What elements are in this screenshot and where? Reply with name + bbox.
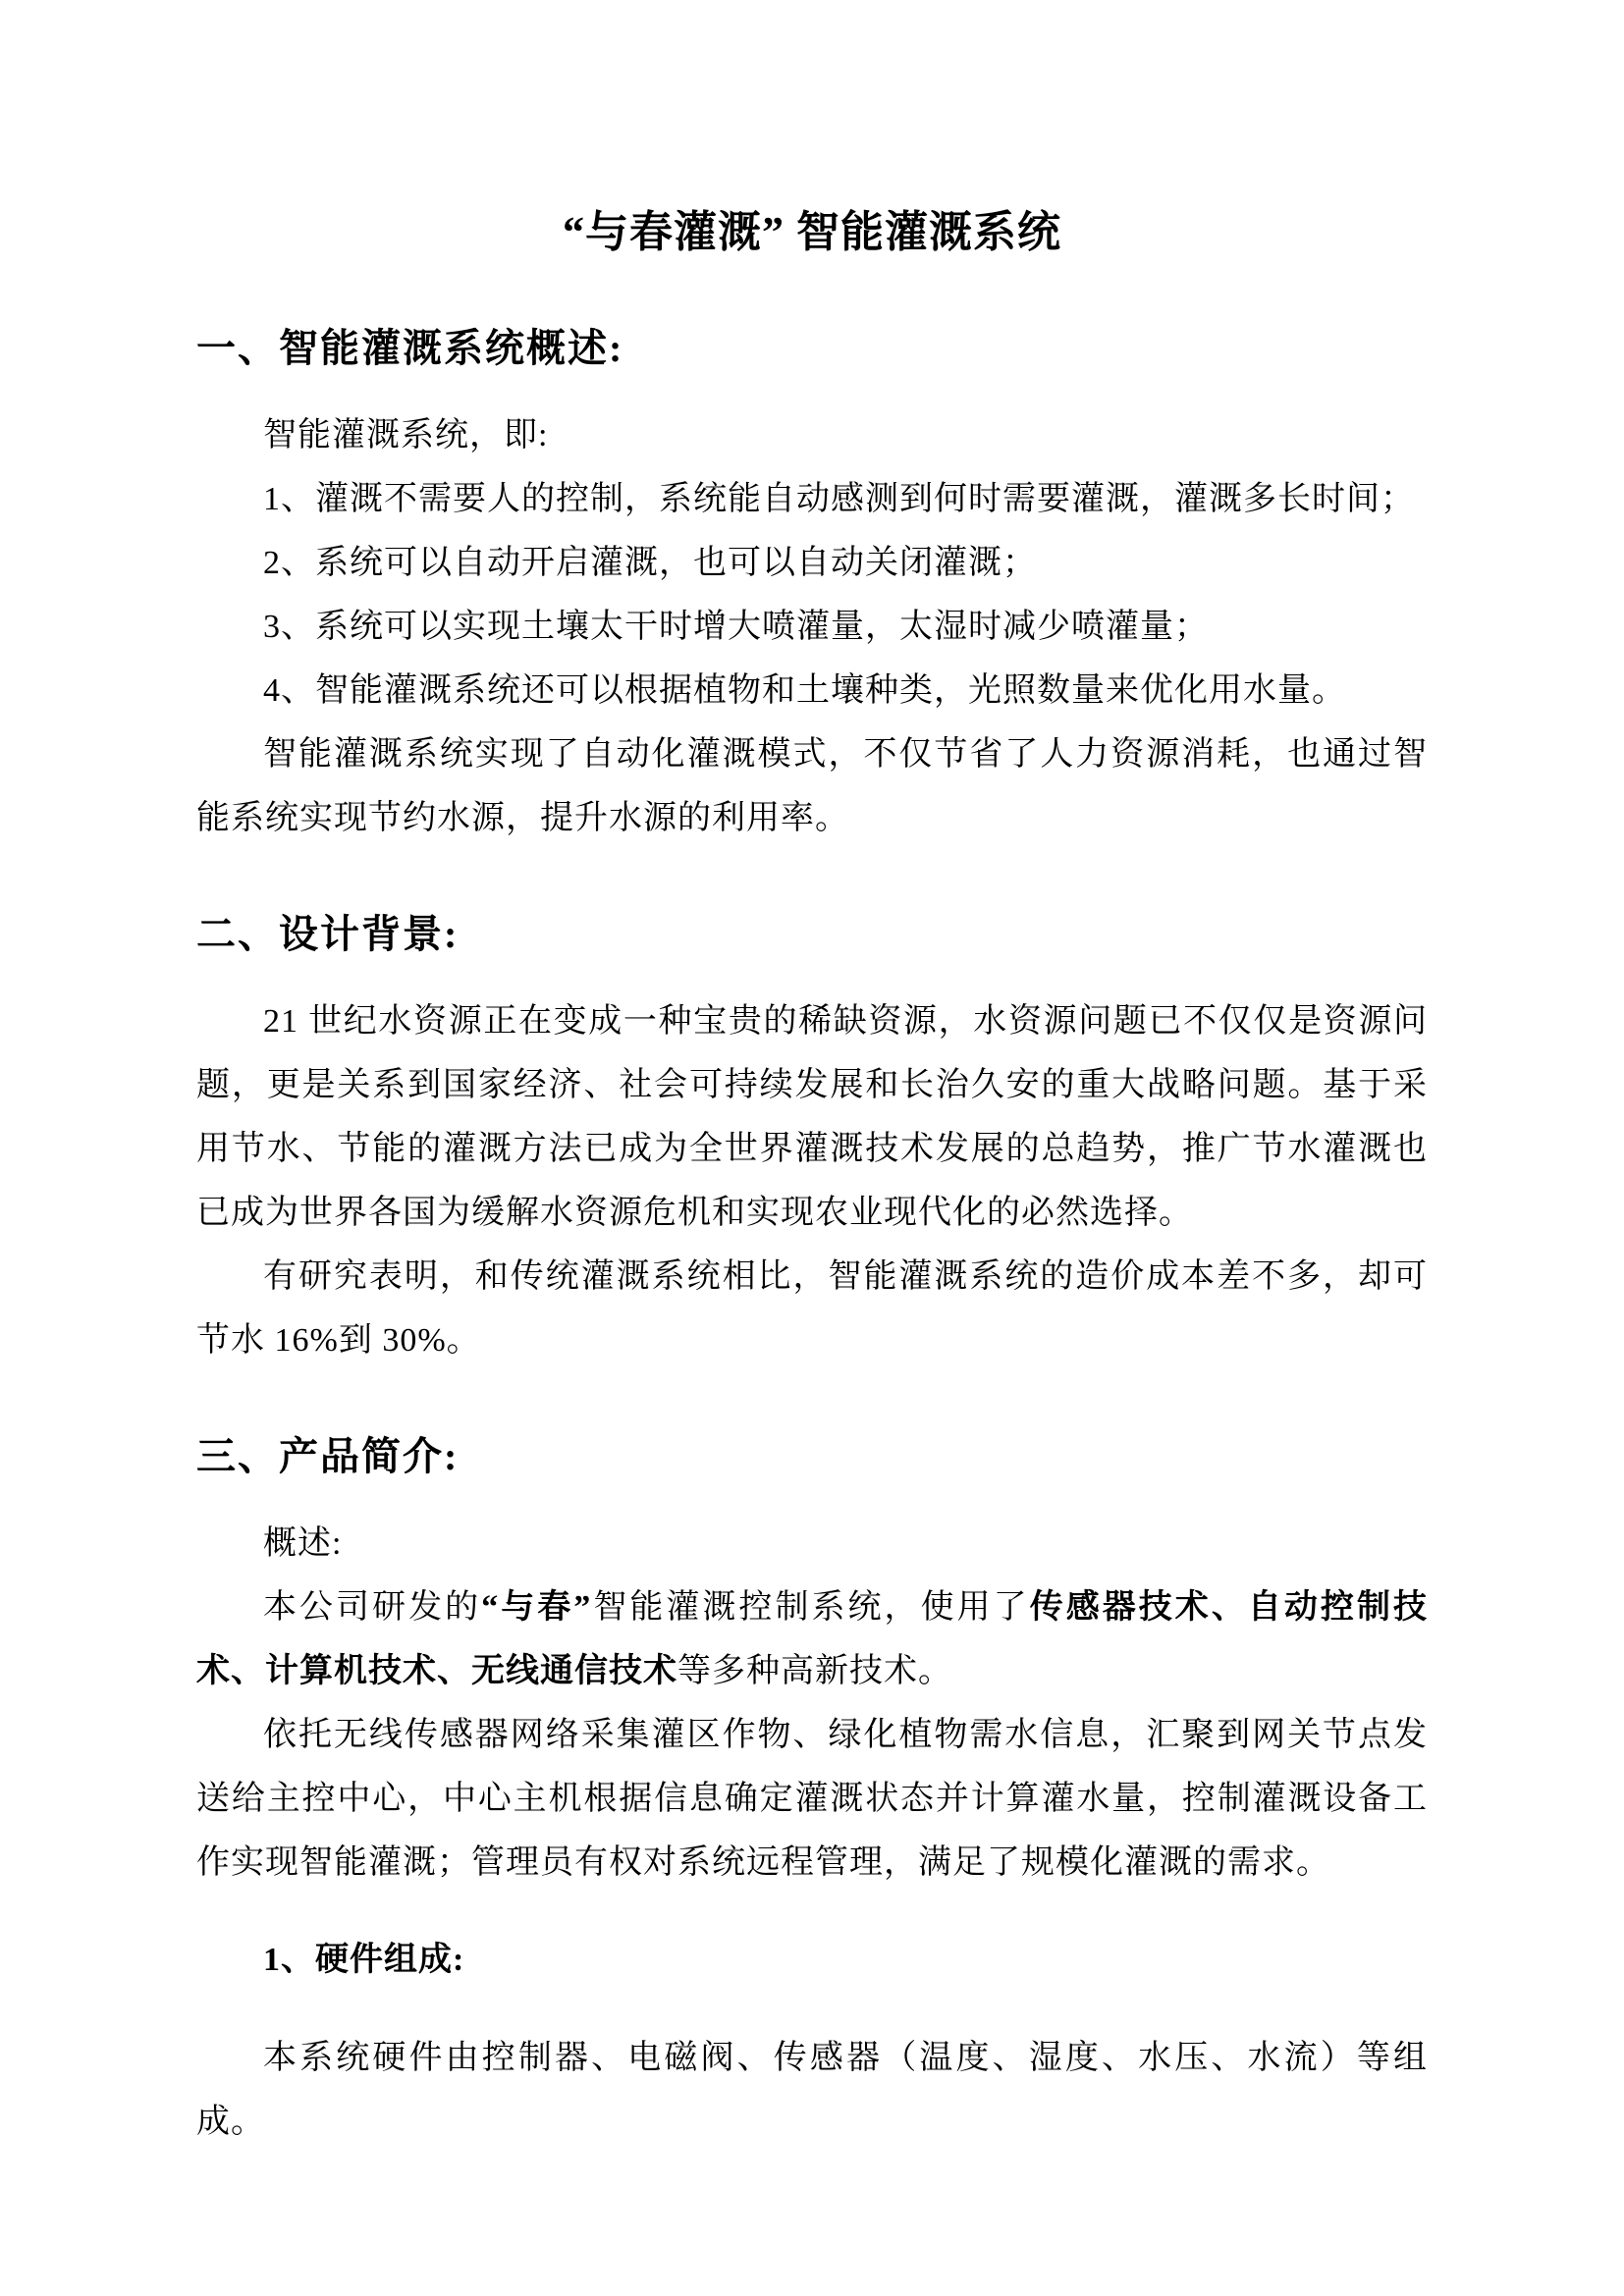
overview-label: 概述: [263,1525,343,1562]
section1-lead: 智能灌溉系统，即: [263,417,549,454]
intro-run-technologies: 传感器技术、自动控制技术、计算机技术、无线通信技术 [196,1589,1428,1689]
list-item-1: 1、灌溉不需要人的控制，系统能自动感测到何时需要灌溉，灌溉多长时间； [263,481,1415,517]
list-item-3: 3、系统可以实现土壤太干时增大喷灌量，太湿时减少喷灌量； [263,609,1209,645]
section1-heading: 一、智能灌溉系统概述: [196,326,624,370]
hardware-subsection-paragraph: 本系统硬件由控制器、电磁阀、传感器（温度、湿度、水压、水流）等组成。 [196,2040,1428,2140]
list-item-4: 4、智能灌溉系统还可以根据植物和土壤种类，光照数量来优化用水量。 [263,672,1346,709]
hardware-subsection-heading: 1、硬件组成: [263,1942,465,1978]
intro-run-5: 等多种高新技术。 [677,1653,952,1689]
section1-summary: 智能灌溉系统实现了自动化灌溉模式，不仅节省了人力资源消耗，也通过智能系统实现节约水源，提升水源的利用率。 [196,736,1428,836]
section2-heading: 二、设计背景: [196,912,460,956]
section-background [196,903,1428,1372]
product-intro-paragraph [196,1575,1428,1703]
section2-paragraph-2: 有研究表明，和传统灌溉系统相比，智能灌溉系统的造价成本差不多，却可节水 16%到 30%。 [196,1258,1428,1359]
list-item-2: 2、系统可以自动开启灌溉，也可以自动关闭灌溉； [263,545,1037,581]
section3-heading: 三、产品简介: [196,1434,460,1478]
section-overview [196,317,1428,850]
section3-paragraph-2: 依托无线传感器网络采集灌区作物、绿化植物需水信息，汇聚到网关节点发送给主控中心，中心主机根据信息确定灌溉状态并计算灌水量，控制灌溉设备工作实现智能灌溉；管理员有权对系统远程管理，满足了规模化灌溉的需求。 [196,1717,1428,1881]
section2-paragraph-1: 21 世纪水资源正在变成一种宝贵的稀缺资源，水资源问题已不仅仅是资源问题，更是关系到国家经济、社会可持续发展和长治久安的重大战略问题。基于采用节水、节能的灌溉方法已成为全世界灌溉技术发展的总趋势，推广节水灌溉也已成为世界各国为缓解水资源危机和实现农业现代化的必然选择。 [196,1003,1428,1231]
intro-run-1: 本公司研发的 [263,1589,482,1626]
section-product-intro [196,1425,1428,2154]
intro-run-brand-name: “与春” [481,1589,592,1626]
document-title: “与春灌溉” 智能灌溉系统 [563,208,1061,256]
intro-run-3: 智能灌溉控制系统，使用了 [591,1589,1030,1626]
